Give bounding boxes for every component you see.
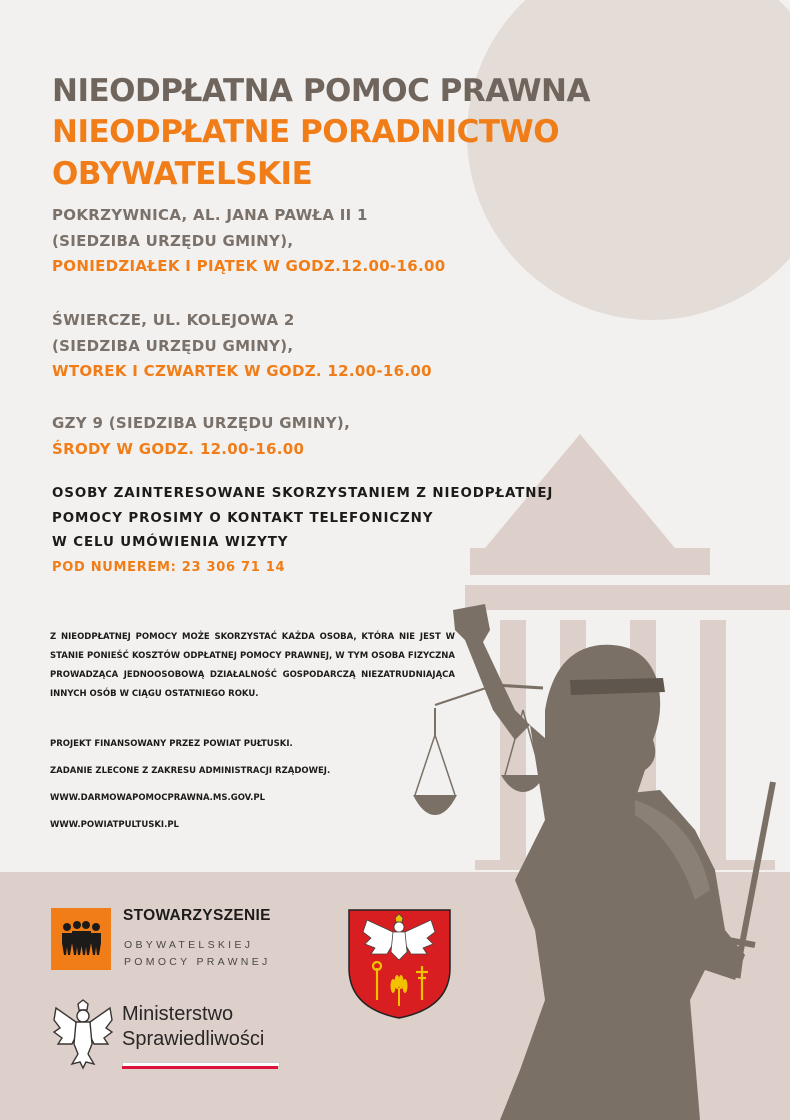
- soppa-subtitle-line: POMOCY PRAWNEJ: [124, 956, 271, 968]
- soppa-logo: [51, 908, 111, 970]
- ministry-name: [122, 1002, 264, 1052]
- funding-note: PROJEKT FINANSOWANY PRZEZ POWIAT PUŁTUSKI.: [50, 739, 293, 749]
- soppa-subtitle-line: OBYWATELSKIEJ: [124, 939, 254, 951]
- soppa-title: STOWARZYSZENIE: [123, 907, 271, 924]
- ministry-name-line: Sprawiedliwości: [122, 1028, 265, 1050]
- location-swiercze: [52, 308, 432, 385]
- address-line: ŚWIERCZE, UL. KOLEJOWA 2: [52, 311, 295, 329]
- office-hours: ŚRODY W GODZ. 12.00-16.00: [52, 439, 305, 458]
- ministry-link[interactable]: WWW.DARMOWAPOMOCPRAWNA.MS.GOV.PL: [50, 793, 266, 803]
- location-gzy: [52, 411, 350, 462]
- office-hours: PONIEDZIAŁEK I PIĄTEK W GODZ.12.00-16.00: [52, 257, 446, 275]
- county-coat-of-arms-icon: [347, 908, 452, 1020]
- address-line: (SIEDZIBA URZĘDU GMINY),: [52, 336, 294, 355]
- flag-stripe-red: [122, 1066, 278, 1069]
- address-line: POKRZYWNICA, AL. JANA PAWŁA II 1: [52, 206, 368, 224]
- ministry-name-line: Ministerstwo: [122, 1003, 234, 1025]
- address-line: GZY 9 (SIEDZIBA URZĘDU GMINY),: [52, 414, 351, 432]
- contact-text: OSOBY ZAINTERESOWANE SKORZYSTANIEM Z NIEODPŁATNEJ: [52, 486, 554, 501]
- county-link[interactable]: WWW.POWIATPULTUSKI.PL: [50, 820, 179, 830]
- soppa-subtitle: [124, 937, 271, 971]
- office-hours: WTOREK I CZWARTEK W GODZ. 12.00-16.00: [52, 362, 432, 380]
- contact-text: W CELU UMÓWIENIA WIZYTY: [52, 535, 289, 550]
- main-title: NIEODPŁATNA POMOC PRAWNA: [52, 73, 590, 109]
- location-pokrzywnica: [52, 203, 446, 280]
- address-line: (SIEDZIBA URZĘDU GMINY),: [52, 231, 294, 250]
- contact-section: [52, 482, 553, 580]
- people-icon: [51, 908, 111, 970]
- subtitle: NIEODPŁATNE PORADNICTWO OBYWATELSKIE: [52, 114, 560, 192]
- task-note: ZADANIE ZLECONE Z ZAKRESU ADMINISTRACJI RZĄDOWEJ.: [50, 766, 331, 776]
- eligibility-text: Z NIEODPŁATNEJ POMOCY MOŻE SKORZYSTAĆ KAŻDA OSOBA, KTÓRA NIE JEST W STANIE PONIEŚĆ KOSZTÓW ODPŁATNEJ POMOCY PRAWNEJ, W TYM OSOBA FIZYCZNA PROWADZĄCA JEDNOOSOBOWĄ DZIAŁALNOŚĆ GOSPODARCZĄ NIEZATRUDNIAJĄCA INNYCH OSÓB W CIĄGU OSTATNIEGO ROKU.: [50, 632, 455, 699]
- white-eagle-emblem-icon: [50, 998, 116, 1070]
- phone-number: POD NUMEREM: 23 306 71 14: [52, 559, 286, 575]
- contact-text: POMOCY PROSIMY O KONTAKT TELEFONICZNY: [52, 510, 434, 526]
